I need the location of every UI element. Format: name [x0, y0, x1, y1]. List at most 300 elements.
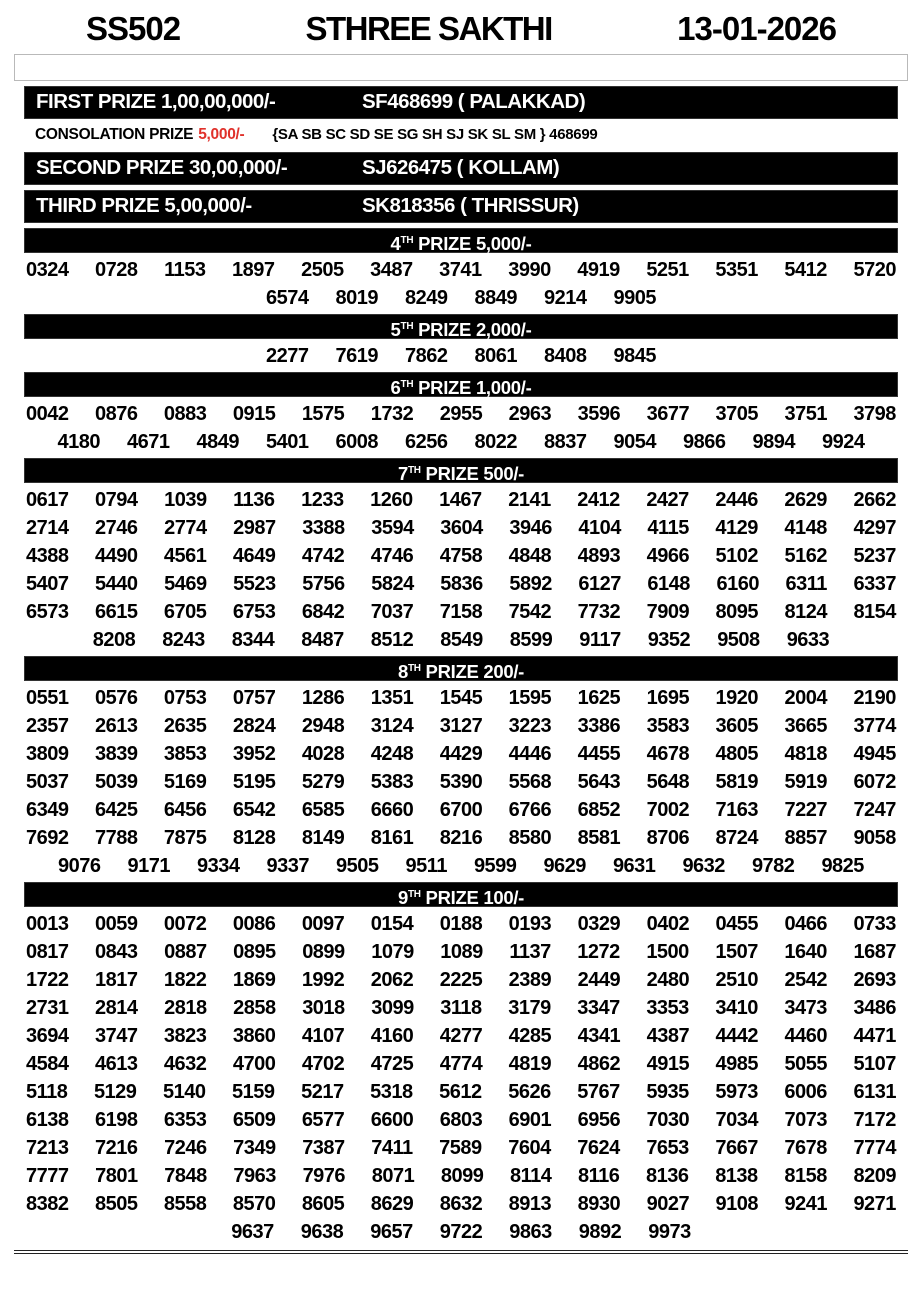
prize-number: 2818 — [164, 997, 207, 1019]
prize-number: 7411 — [371, 1137, 413, 1159]
prize-number: 0097 — [301, 913, 345, 935]
prize-number: 7163 — [715, 799, 759, 821]
prize-number: 5195 — [232, 771, 276, 793]
prize-number: 2480 — [646, 969, 690, 991]
prize-number: 7542 — [508, 601, 552, 623]
prize-tiers — [0, 228, 922, 1246]
prize-number: 5819 — [715, 771, 759, 793]
prize-number: 3798 — [853, 403, 896, 425]
prize-number: 0551 — [26, 687, 69, 709]
prize-number: 9845 — [613, 345, 656, 367]
prize-number: 4107 — [301, 1025, 345, 1047]
prize-number: 6353 — [163, 1109, 207, 1131]
prize-number-row — [26, 1022, 896, 1050]
prize-number: 8724 — [715, 827, 759, 849]
prize-number: 4919 — [577, 259, 620, 281]
prize-number: 8019 — [335, 287, 378, 309]
prize-number: 0617 — [26, 489, 69, 511]
prize-number: 8138 — [715, 1165, 758, 1187]
prize-number: 6577 — [301, 1109, 345, 1131]
draw-code: SS502 — [86, 10, 181, 47]
prize-number-row — [26, 712, 896, 740]
prize-number: 6127 — [578, 573, 621, 595]
empty-entry-box[interactable] — [14, 54, 908, 81]
prize-number: 3774 — [853, 715, 896, 737]
prize-number: 1640 — [784, 941, 827, 963]
prize-number: 1039 — [164, 489, 207, 511]
prize-number: 4849 — [196, 431, 239, 453]
prize-number: 2814 — [95, 997, 138, 1019]
prize-number: 2714 — [26, 517, 69, 539]
prize-number: 7216 — [95, 1137, 138, 1159]
prize-number: 4442 — [715, 1025, 759, 1047]
prize-number-row — [26, 852, 896, 880]
prize-number: 6160 — [716, 573, 759, 595]
prize-number: 5919 — [784, 771, 827, 793]
prize-number: 3118 — [440, 997, 482, 1019]
prize-number: 2629 — [784, 489, 827, 511]
prize-number: 9825 — [821, 855, 864, 877]
prize-number: 2963 — [508, 403, 552, 425]
prize-number: 7667 — [715, 1137, 758, 1159]
prize-number: 0887 — [164, 941, 207, 963]
prize-number: 2449 — [577, 969, 621, 991]
prize-number: 5756 — [302, 573, 345, 595]
prize-number: 3388 — [302, 517, 345, 539]
prize-number: 5568 — [508, 771, 552, 793]
prize-number: 4746 — [370, 545, 414, 567]
prize-number-row — [26, 514, 896, 542]
prize-number: 9631 — [612, 855, 656, 877]
prize-number: 1137 — [509, 941, 551, 963]
prize-number: 1722 — [26, 969, 69, 991]
prize-number: 5836 — [440, 573, 483, 595]
prize-number: 5279 — [301, 771, 345, 793]
prize-tier-header: 8TH PRIZE 200/- — [24, 656, 898, 681]
prize-number: 8849 — [474, 287, 517, 309]
prize-number: 7848 — [164, 1165, 207, 1187]
prize-number: 8558 — [163, 1193, 207, 1215]
prize-number: 2635 — [163, 715, 207, 737]
prize-number: 4297 — [853, 517, 896, 539]
prize-number: 9352 — [647, 629, 691, 651]
prize-number: 5102 — [715, 545, 759, 567]
prize-number: 0154 — [370, 913, 414, 935]
prize-number: 5159 — [232, 1081, 275, 1103]
prize-number: 4758 — [439, 545, 483, 567]
prize-number: 6901 — [508, 1109, 552, 1131]
prize-number: 3487 — [370, 259, 413, 281]
prize-number: 4277 — [439, 1025, 483, 1047]
prize-number: 8512 — [370, 629, 414, 651]
prize-number: 5469 — [164, 573, 207, 595]
consolation-series: {SA SB SC SD SE SG SH SJ SK SL SM } 468699 — [272, 126, 598, 143]
prize-number: 8128 — [232, 827, 276, 849]
prize-number: 5973 — [715, 1081, 758, 1103]
prize-number: 7030 — [646, 1109, 690, 1131]
prize-number: 7604 — [508, 1137, 551, 1159]
prize-number: 9924 — [822, 431, 865, 453]
prize-number: 6006 — [784, 1081, 827, 1103]
prize-number-row — [26, 938, 896, 966]
prize-number-row — [26, 570, 896, 598]
prize-number: 2858 — [233, 997, 276, 1019]
prize-number: 2987 — [233, 517, 276, 539]
prize-number: 1136 — [233, 489, 275, 511]
prize-number: 4180 — [57, 431, 100, 453]
prize-number: 8629 — [370, 1193, 414, 1215]
prize-number: 6852 — [577, 799, 621, 821]
prize-number: 8216 — [439, 827, 483, 849]
prize-number-row — [26, 1162, 896, 1190]
third-prize-bar — [24, 190, 898, 223]
prize-number-row — [26, 684, 896, 712]
prize-number: 8099 — [440, 1165, 484, 1187]
prize-number-row — [26, 486, 896, 514]
prize-number: 4702 — [301, 1053, 345, 1075]
prize-number: 5767 — [577, 1081, 620, 1103]
prize-number-row — [26, 740, 896, 768]
prize-number: 5140 — [162, 1081, 206, 1103]
prize-number: 6766 — [508, 799, 552, 821]
prize-number: 4819 — [508, 1053, 552, 1075]
prize-number: 5107 — [853, 1053, 896, 1075]
prize-number: 3127 — [439, 715, 483, 737]
prize-tier-header: 9TH PRIZE 100/- — [24, 882, 898, 907]
prize-number: 5118 — [26, 1081, 68, 1103]
prize-number: 3605 — [715, 715, 759, 737]
prize-number: 3741 — [439, 259, 482, 281]
prize-number: 1079 — [371, 941, 414, 963]
prize-number: 4893 — [577, 545, 621, 567]
prize-number: 0072 — [163, 913, 207, 935]
prize-number: 7692 — [26, 827, 69, 849]
prize-number: 6456 — [163, 799, 207, 821]
prize-number: 4985 — [715, 1053, 759, 1075]
prize-number: 5720 — [853, 259, 896, 281]
third-prize-label: THIRD PRIZE 5,00,000/- — [36, 194, 252, 217]
prize-number: 8570 — [232, 1193, 276, 1215]
prize-number: 7037 — [370, 601, 414, 623]
prize-number: 7158 — [439, 601, 483, 623]
prize-number: 7678 — [784, 1137, 827, 1159]
prize-number: 6008 — [335, 431, 378, 453]
prize-number: 3353 — [646, 997, 689, 1019]
prize-number: 9866 — [683, 431, 726, 453]
prize-number: 7777 — [26, 1165, 69, 1187]
prize-number: 9334 — [197, 855, 240, 877]
prize-number: 5440 — [95, 573, 138, 595]
first-prize-label: FIRST PRIZE 1,00,00,000/- — [36, 90, 276, 113]
prize-number: 8505 — [94, 1193, 138, 1215]
prize-number: 3751 — [784, 403, 827, 425]
prize-number: 9632 — [682, 855, 725, 877]
prize-number: 6198 — [94, 1109, 138, 1131]
prize-number: 6585 — [301, 799, 345, 821]
prize-number-row — [26, 400, 896, 428]
prize-number: 7213 — [26, 1137, 69, 1159]
prize-number: 7387 — [302, 1137, 345, 1159]
prize-number: 5643 — [577, 771, 621, 793]
prize-number: 8095 — [715, 601, 759, 623]
prize-number: 1260 — [370, 489, 413, 511]
prize-number: 5401 — [266, 431, 309, 453]
prize-number: 7862 — [405, 345, 448, 367]
prize-number: 7227 — [784, 799, 827, 821]
prize-number: 8857 — [784, 827, 827, 849]
prize-number: 9638 — [300, 1221, 344, 1243]
prize-number: 3853 — [163, 743, 207, 765]
prize-number: 2774 — [164, 517, 207, 539]
prize-number: 1467 — [439, 489, 482, 511]
prize-number: 3946 — [509, 517, 552, 539]
prize-number: 2427 — [646, 489, 689, 511]
prize-number: 3179 — [508, 997, 551, 1019]
prize-number: 2955 — [439, 403, 483, 425]
prize-number: 5217 — [301, 1081, 344, 1103]
prize-number: 4341 — [577, 1025, 621, 1047]
consolation-row — [24, 124, 898, 147]
prize-number: 9214 — [544, 287, 587, 309]
prize-number: 0895 — [233, 941, 276, 963]
prize-number: 4148 — [784, 517, 827, 539]
prize-number: 0059 — [94, 913, 138, 935]
prize-number: 4028 — [301, 743, 345, 765]
prize-number-row — [26, 796, 896, 824]
prize-number: 8599 — [509, 629, 553, 651]
prize-number: 3665 — [784, 715, 827, 737]
prize-number: 6349 — [26, 799, 69, 821]
prize-number: 7732 — [577, 601, 621, 623]
prize-number: 9117 — [579, 629, 621, 651]
prize-number: 6148 — [647, 573, 690, 595]
prize-number-row — [26, 1218, 896, 1246]
consolation-label: CONSOLATION PRIZE — [35, 126, 194, 143]
prize-number: 7788 — [94, 827, 138, 849]
prize-number: 6660 — [370, 799, 414, 821]
prize-number: 0899 — [302, 941, 345, 963]
third-prize-winner: SK818356 ( THRISSUR) — [362, 194, 579, 217]
prize-number: 9973 — [648, 1221, 691, 1243]
prize-number: 0733 — [853, 913, 896, 935]
prize-number: 5237 — [853, 545, 896, 567]
prize-number: 2004 — [784, 687, 827, 709]
prize-number: 8114 — [509, 1165, 552, 1187]
prize-number: 7624 — [577, 1137, 620, 1159]
prize-number: 6509 — [232, 1109, 276, 1131]
prize-number: 8158 — [784, 1165, 827, 1187]
prize-number: 0042 — [26, 403, 69, 425]
prize-number: 1545 — [439, 687, 483, 709]
prize-number: 1351 — [370, 687, 414, 709]
prize-number: 7976 — [302, 1165, 346, 1187]
prize-number: 4160 — [370, 1025, 414, 1047]
prize-number: 0753 — [163, 687, 207, 709]
prize-number: 2412 — [577, 489, 620, 511]
prize-number: 9863 — [509, 1221, 552, 1243]
prize-number: 1233 — [301, 489, 344, 511]
prize-number: 6542 — [232, 799, 276, 821]
prize-number: 2662 — [853, 489, 896, 511]
prize-number-row — [26, 284, 896, 312]
prize-number: 4104 — [578, 517, 621, 539]
prize-number: 1695 — [646, 687, 690, 709]
prize-number: 0728 — [95, 259, 138, 281]
prize-number: 8487 — [301, 629, 344, 651]
prize-number: 7172 — [853, 1109, 896, 1131]
prize-number: 9905 — [613, 287, 656, 309]
prize-number: 4285 — [508, 1025, 552, 1047]
prize-number: 1272 — [577, 941, 620, 963]
prize-number: 6311 — [785, 573, 827, 595]
prize-number: 3223 — [508, 715, 552, 737]
prize-number: 4915 — [646, 1053, 690, 1075]
prize-number: 9058 — [853, 827, 896, 849]
prize-number: 3473 — [784, 997, 827, 1019]
prize-number: 1992 — [301, 969, 345, 991]
prize-number: 0324 — [26, 259, 69, 281]
prize-number: 7247 — [853, 799, 896, 821]
prize-number: 4862 — [577, 1053, 621, 1075]
prize-number: 8209 — [853, 1165, 896, 1187]
prize-number: 3860 — [232, 1025, 276, 1047]
prize-number: 4471 — [853, 1025, 896, 1047]
prize-number: 9782 — [751, 855, 795, 877]
prize-number: 8154 — [853, 601, 896, 623]
prize-number: 8116 — [578, 1165, 620, 1187]
prize-number: 4455 — [577, 743, 621, 765]
prize-number: 5055 — [784, 1053, 827, 1075]
lottery-name: STHREE SAKTHI — [305, 10, 552, 47]
prize-number: 8581 — [577, 827, 621, 849]
prize-number: 1687 — [853, 941, 896, 963]
prize-number: 5892 — [509, 573, 552, 595]
prize-number: 7774 — [853, 1137, 896, 1159]
prize-number: 9241 — [784, 1193, 827, 1215]
prize-number: 8408 — [544, 345, 587, 367]
prize-number: 6705 — [163, 601, 207, 623]
prize-number: 3386 — [577, 715, 621, 737]
prize-number: 8149 — [301, 827, 345, 849]
prize-number: 8837 — [544, 431, 587, 453]
prize-number: 5169 — [163, 771, 207, 793]
prize-number-row — [26, 824, 896, 852]
prize-number: 0843 — [95, 941, 138, 963]
prize-number: 9054 — [613, 431, 656, 453]
prize-number: 6138 — [26, 1109, 69, 1131]
prize-number: 4649 — [232, 545, 276, 567]
prize-number: 1625 — [577, 687, 621, 709]
prize-number: 8071 — [371, 1165, 415, 1187]
prize-number: 3410 — [715, 997, 758, 1019]
prize-number: 4388 — [26, 545, 69, 567]
prize-number-row — [26, 598, 896, 626]
prize-number: 6072 — [853, 771, 896, 793]
prize-number: 4584 — [26, 1053, 69, 1075]
prize-number: 7034 — [715, 1109, 759, 1131]
prize-number: 6600 — [370, 1109, 414, 1131]
prize-number: 3486 — [853, 997, 896, 1019]
prize-number: 0455 — [715, 913, 759, 935]
prize-number: 9599 — [473, 855, 517, 877]
prize-number: 9892 — [578, 1221, 622, 1243]
prize-number: 4945 — [853, 743, 896, 765]
consolation-amount: 5,000/- — [198, 126, 245, 143]
prize-number: 1575 — [301, 403, 345, 425]
prize-number: 0883 — [163, 403, 207, 425]
prize-number: 5039 — [94, 771, 138, 793]
prize-number-row — [26, 994, 896, 1022]
prize-number: 3018 — [302, 997, 345, 1019]
prize-number: 4561 — [163, 545, 207, 567]
prize-number: 9108 — [715, 1193, 759, 1215]
draw-date: 13-01-2026 — [677, 10, 836, 47]
prize-number: 5390 — [439, 771, 483, 793]
prize-number: 1153 — [164, 259, 206, 281]
prize-number: 5935 — [646, 1081, 689, 1103]
prize-number: 2277 — [266, 345, 309, 367]
prize-number: 0466 — [784, 913, 827, 935]
prize-number: 5129 — [93, 1081, 137, 1103]
prize-number: 8124 — [784, 601, 827, 623]
prize-number: 8061 — [474, 345, 517, 367]
prize-number: 8580 — [508, 827, 552, 849]
prize-number: 0794 — [95, 489, 138, 511]
prize-number: 0876 — [94, 403, 138, 425]
prize-number: 3677 — [646, 403, 690, 425]
prize-tier-header: 6TH PRIZE 1,000/- — [24, 372, 898, 397]
prize-number: 5412 — [784, 259, 827, 281]
prize-number: 3347 — [577, 997, 620, 1019]
prize-number: 6574 — [266, 287, 309, 309]
prize-number: 3952 — [232, 743, 276, 765]
prize-number: 5407 — [26, 573, 69, 595]
second-prize-label: SECOND PRIZE 30,00,000/- — [36, 156, 288, 179]
prize-number: 2948 — [301, 715, 345, 737]
prize-number: 4115 — [647, 517, 689, 539]
prize-number: 2824 — [232, 715, 276, 737]
prize-number: 5162 — [784, 545, 827, 567]
prize-number-row — [26, 256, 896, 284]
prize-number: 8344 — [231, 629, 275, 651]
prize-number: 5612 — [439, 1081, 482, 1103]
prize-number-row — [26, 768, 896, 796]
prize-number: 4678 — [646, 743, 690, 765]
prize-number: 2505 — [301, 259, 344, 281]
prize-number: 9271 — [853, 1193, 896, 1215]
prize-number: 2613 — [94, 715, 138, 737]
second-prize-winner: SJ626475 ( KOLLAM) — [362, 156, 560, 179]
second-prize-bar — [24, 152, 898, 185]
title-row — [0, 0, 922, 50]
prize-number: 8243 — [162, 629, 205, 651]
prize-tier-header: 4TH PRIZE 5,000/- — [24, 228, 898, 253]
prize-number: 4805 — [715, 743, 759, 765]
prize-number: 9629 — [543, 855, 586, 877]
prize-number: 4671 — [127, 431, 170, 453]
prize-number: 7801 — [95, 1165, 138, 1187]
prize-number: 7909 — [646, 601, 690, 623]
prize-number-row — [26, 1106, 896, 1134]
prize-number: 9027 — [646, 1193, 690, 1215]
bottom-divider — [14, 1250, 908, 1254]
prize-number: 1869 — [232, 969, 276, 991]
prize-number: 1286 — [301, 687, 345, 709]
prize-number: 1897 — [232, 259, 275, 281]
prize-number: 6615 — [94, 601, 138, 623]
prize-number: 6425 — [94, 799, 138, 821]
prize-number: 5037 — [26, 771, 69, 793]
